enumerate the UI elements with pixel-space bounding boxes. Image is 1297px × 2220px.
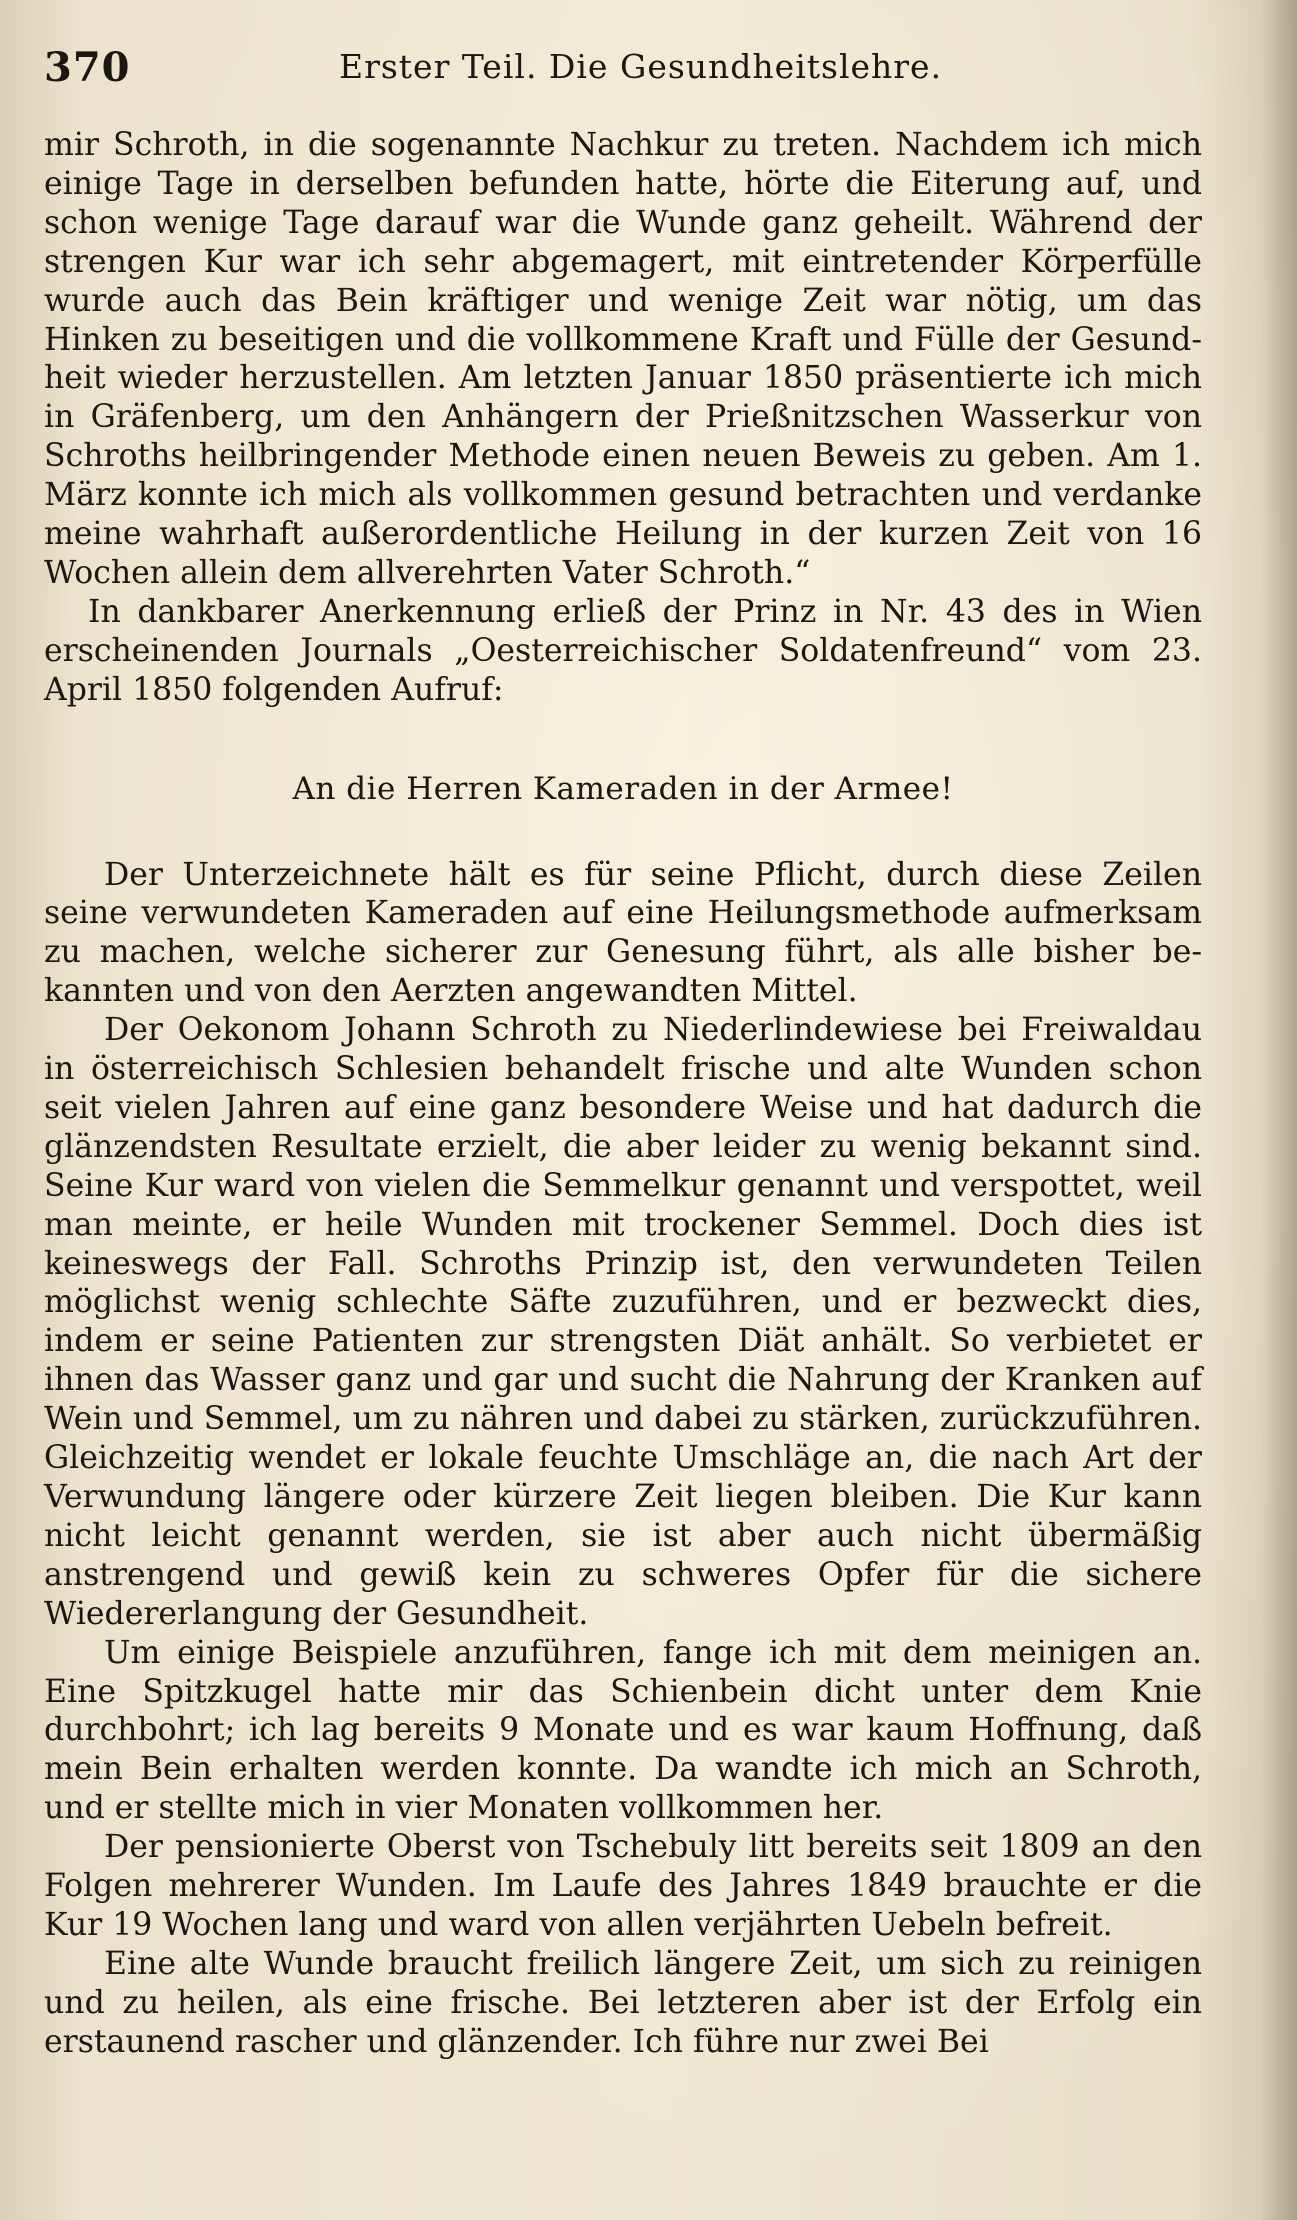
paragraph-continuation: mir Schroth, in die sogenannte Nachkur zu treten. Nachdem ich mich einige Tage in derselben befunden hatte, hörte die Eiterung auf, und schon wenige Tage darauf war die Wunde ganz geheilt. Während der strengen Kur war ich sehr abgemagert, mit eintretender Körperfülle wurde auch das Bein kräftiger und wenige Zeit war nötig, um das Hinken zu beseitigen und die vollkommene Kraft und Fülle der Gesundheit wieder herzustellen. Am letzten Januar 1850 präsentierte ich mich in Gräfenberg, um den Anhängern der Prießnitzschen Wasserkur von Schroths heilbringender Methode einen neuen Beweis zu geben. Am 1. März konnte ich mich als vollkommen gesund betrachten und verdanke meine wahrhaft außerordentliche Heilung in der kurzen Zeit von 16 Wochen allein dem allverehrten Vater Schroth.“ xyxy=(44,127,1202,591)
letter-body xyxy=(44,856,1202,2062)
letter-paragraph-5: Eine alte Wunde braucht freilich längere Zeit, um sich zu reinigen und zu heilen, als eine frische. Bei letzteren aber ist der Erfolg ein erstaunend rascher und glänzender. Ich führe nur zwei Bei xyxy=(44,1945,1202,2060)
running-head: Erster Teil. Die Gesundheitslehre. xyxy=(339,47,943,86)
paragraph-announcement: In dankbarer Anerkennung erließ der Prinz in Nr. 43 des in Wien erscheinenden Journals „Oesterreichischer Soldatenfreund“ vom 23. April 1850 folgenden Aufruf: xyxy=(44,593,1202,708)
page-header xyxy=(44,44,1214,92)
letter-paragraph-3: Um einige Beispiele anzuführen, fange ich mit dem meinigen an. Eine Spitzkugel hatte mir das Schienbein dicht unter dem Knie durchbohrt; ich lag bereits 9 Monate und es war kaum Hoffnung, daß mein Bein erhalten werden konnte. Da wandte ich mich an Schroth, und er stellte mich in vier Monaten vollkommen her. xyxy=(44,1634,1202,1827)
letter-paragraph-4: Der pensionierte Oberst von Tschebuly litt bereits seit 1809 an den Folgen mehrerer Wunden. Im Laufe des Jahres 1849 brauchte er die Kur 19 Wochen lang und ward von allen verjährten Uebeln befreit. xyxy=(44,1829,1202,1943)
letter-paragraph-2: Der Oekonom Johann Schroth zu Niederlindewiese bei Freiwaldau in österreichisch Schlesien behandelt frische und alte Wunden schon seit vielen Jahren auf eine ganz besondere Weise und hat dadurch die glänzendsten Resultate erzielt, die aber leider zu wenig bekannt sind. Seine Kur ward von vielen die Semmelkur genannt und verspottet, weil man meinte, er heile Wunden mit trockener Semmel. Doch dies ist keineswegs der Fall. Schroths Prinzip ist, den verwundeten Teilen möglichst wenig schlechte Säfte zuzuführen, und er bezweckt dies, indem er seine Patienten zur strengsten Diät anhält. So verbietet er ihnen das Wasser ganz und gar und sucht die Nahrung der Kranken auf Wein und Semmel, um zu nähren und dabei zu stärken, zurückzuführen. Gleichzeitig wendet er lokale feuchte Umschläge an, die nach Art der Verwundung längere oder kürzere Zeit liegen bleiben. Die Kur kann nicht leicht genannt werden, sie ist aber auch nicht übermäßig anstrengend und gewiß kein zu schweres Opfer für die sichere Wiedererlangung der Gesundheit. xyxy=(44,1012,1202,1632)
page-number: 370 xyxy=(44,44,131,91)
body-text xyxy=(44,126,1202,2062)
letter-title: An die Herren Kameraden in der Armee! xyxy=(292,770,954,807)
letter-paragraph-1: Der Unterzeichnete hält es für seine Pflicht, durch diese Zeilen seine verwundeten Kameraden auf eine Heilungsmethode aufmerksam zu machen, welche sicherer zur Genesung führt, als alle bisher bekannten und von den Aerzten angewandten Mittel. xyxy=(44,856,1202,1010)
scan-edge-shadow xyxy=(1261,0,1297,2220)
